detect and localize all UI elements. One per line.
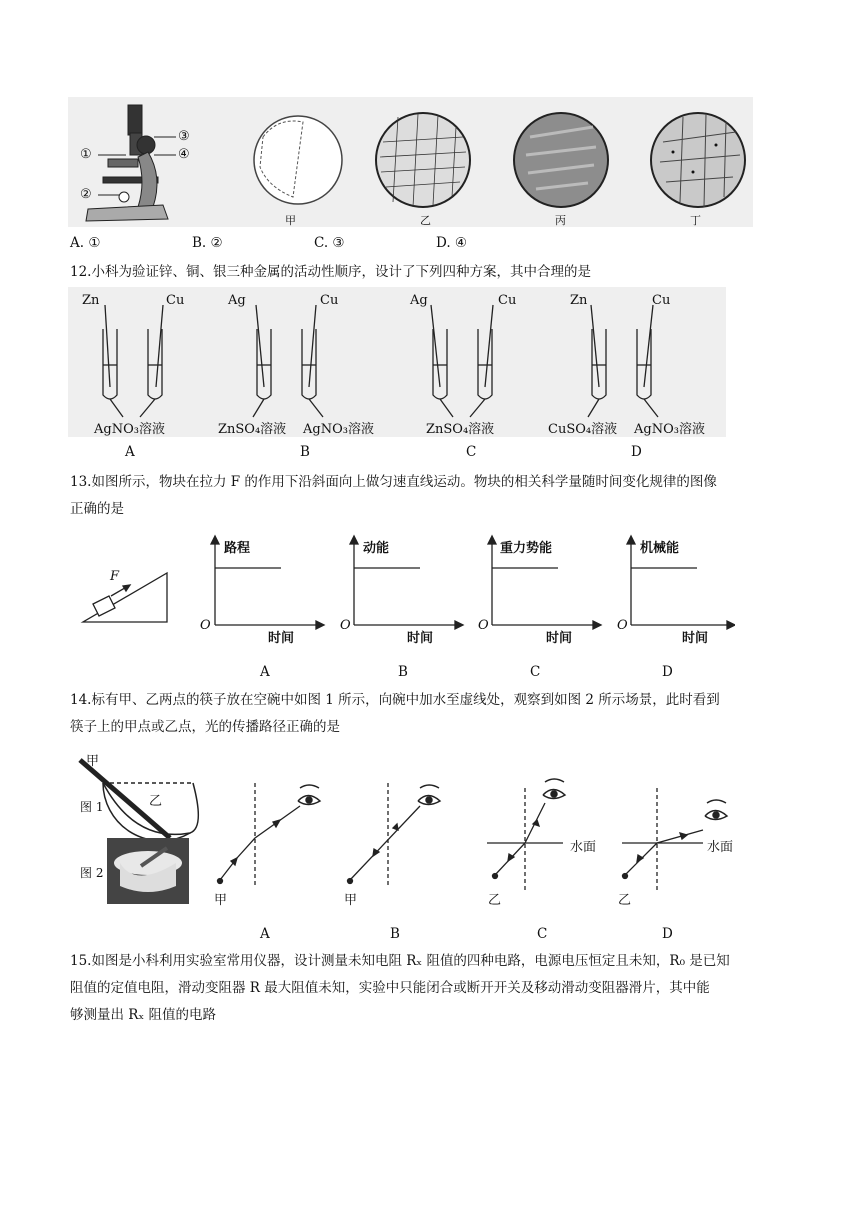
q11-option-b[interactable]: B. ② — [192, 235, 223, 251]
microscope-drawing — [86, 105, 168, 221]
q14-d-water-label: 水面 — [707, 840, 734, 855]
q12-b-metal-right: Cu — [320, 293, 339, 308]
q12-d-solution-right: AgNO₃溶液 — [634, 422, 705, 437]
q12-d-solution-left: CuSO₄溶液 — [548, 422, 618, 437]
q14-a-point: 甲 — [214, 893, 228, 908]
q15-stem-line3: 够测量出 Rₓ 阻值的电路 — [70, 1007, 216, 1023]
q12-a-solution: AgNO₃溶液 — [94, 422, 165, 437]
scope-label-1: ① — [80, 147, 92, 162]
view-label-bing: 丙 — [555, 214, 566, 227]
q13-c-xlabel: 时间 — [546, 631, 573, 646]
q11-option-d[interactable]: D. ④ — [436, 235, 468, 251]
view-label-ding: 丁 — [690, 214, 701, 227]
q12-option-a[interactable]: A — [125, 444, 135, 460]
q13-figure — [75, 530, 735, 650]
q13-d-ylabel: 机械能 — [640, 541, 680, 556]
q12-d-metal-right: Cu — [652, 293, 671, 308]
q13-option-b[interactable]: B — [398, 664, 408, 680]
q13-b-xlabel: 时间 — [407, 631, 434, 646]
q13-stem-line2: 正确的是 — [70, 501, 124, 517]
q14-diagram-d — [622, 788, 703, 893]
q14-option-c[interactable]: C — [537, 926, 548, 942]
q13-c-origin: O — [478, 618, 489, 633]
q14-figure — [75, 748, 755, 913]
q13-a-ylabel: 路程 — [224, 541, 251, 556]
q13-stem-line1: 13.如图所示，物块在拉力 F 的作用下沿斜面向上做匀速直线运动。物块的相关科学量随时间变化规律的图像 — [70, 474, 717, 490]
q14-diagram-b — [348, 783, 421, 888]
q13-c-ylabel: 重力势能 — [500, 541, 553, 556]
view-bing — [514, 113, 608, 207]
q14-fig1-label: 图 1 — [80, 800, 104, 814]
q15-stem-line1: 15.如图是小科利用实验室常用仪器，设计测量未知电阻 Rₓ 阻值的四种电路，电源电压恒定且未知，R₀ 是已知 — [70, 953, 730, 969]
q11-option-a[interactable]: A. ① — [70, 235, 101, 251]
q14-fig1-jia: 甲 — [86, 754, 100, 769]
q13-option-a[interactable]: A — [260, 664, 270, 680]
q13-option-d[interactable]: D — [662, 664, 673, 680]
q12-d-metal-left: Zn — [570, 293, 588, 308]
scope-label-2: ② — [80, 187, 92, 202]
scope-label-3: ③ — [178, 129, 190, 144]
q12-b-solution-left: ZnSO₄溶液 — [218, 422, 287, 437]
q12-c-metal-left: Ag — [410, 293, 428, 308]
q14-diagram-a — [218, 783, 301, 888]
q13-option-c[interactable]: C — [530, 664, 541, 680]
q14-stem-line2: 筷子上的甲点或乙点，光的传播路径正确的是 — [70, 719, 340, 735]
q12-c-solution: ZnSO₄溶液 — [426, 422, 495, 437]
q14-diagram-c — [487, 788, 563, 893]
view-jia — [254, 116, 342, 204]
q13-d-origin: O — [617, 618, 628, 633]
q13-a-origin: O — [200, 618, 211, 633]
scope-label-4: ④ — [178, 147, 190, 162]
eye-icon — [298, 779, 727, 820]
q11-figure — [68, 97, 753, 229]
incline-diagram — [83, 573, 167, 622]
q14-stem-line1: 14.标有甲、乙两点的筷子放在空碗中如图 1 所示，向碗中加水至虚线处，观察到如图 2 所示场景，此时看到 — [70, 692, 720, 708]
q12-figure — [68, 287, 728, 437]
q12-stem: 12.小科为验证锌、铜、银三种金属的活动性顺序，设计了下列四种方案，其中合理的是 — [70, 264, 591, 280]
q14-option-d[interactable]: D — [662, 926, 673, 942]
q14-option-b[interactable]: B — [390, 926, 400, 942]
view-label-jia: 甲 — [285, 214, 296, 227]
q14-d-point: 乙 — [618, 893, 632, 908]
q14-b-point: 甲 — [344, 893, 358, 908]
q15-stem-line2: 阻值的定值电阻，滑动变阻器 R 最大阻值未知，实验中只能闭合或断开开关及移动滑动变阻器滑片，其中能 — [70, 980, 710, 996]
q13-force-label: F — [110, 569, 120, 584]
q13-a-xlabel: 时间 — [268, 631, 295, 646]
view-yi — [376, 113, 470, 207]
q14-fig2-label: 图 2 — [80, 866, 104, 880]
q13-d-xlabel: 时间 — [682, 631, 709, 646]
view-label-yi: 乙 — [420, 214, 431, 227]
q11-option-c[interactable]: C. ③ — [314, 235, 345, 251]
q12-c-metal-right: Cu — [498, 293, 517, 308]
q12-a-metal-left: Zn — [82, 293, 100, 308]
q14-option-a[interactable]: A — [260, 926, 270, 942]
q12-option-c[interactable]: C — [466, 444, 477, 460]
q12-option-b[interactable]: B — [300, 444, 310, 460]
q14-fig1-yi: 乙 — [149, 794, 163, 809]
q14-c-water-label: 水面 — [570, 840, 597, 855]
q14-c-point: 乙 — [488, 893, 502, 908]
q12-a-metal-right: Cu — [166, 293, 185, 308]
q12-b-metal-left: Ag — [228, 293, 246, 308]
q12-b-solution-right: AgNO₃溶液 — [303, 422, 374, 437]
view-ding — [651, 113, 745, 207]
q13-b-ylabel: 动能 — [363, 541, 390, 556]
q13-b-origin: O — [340, 618, 351, 633]
q12-option-d[interactable]: D — [631, 444, 642, 460]
